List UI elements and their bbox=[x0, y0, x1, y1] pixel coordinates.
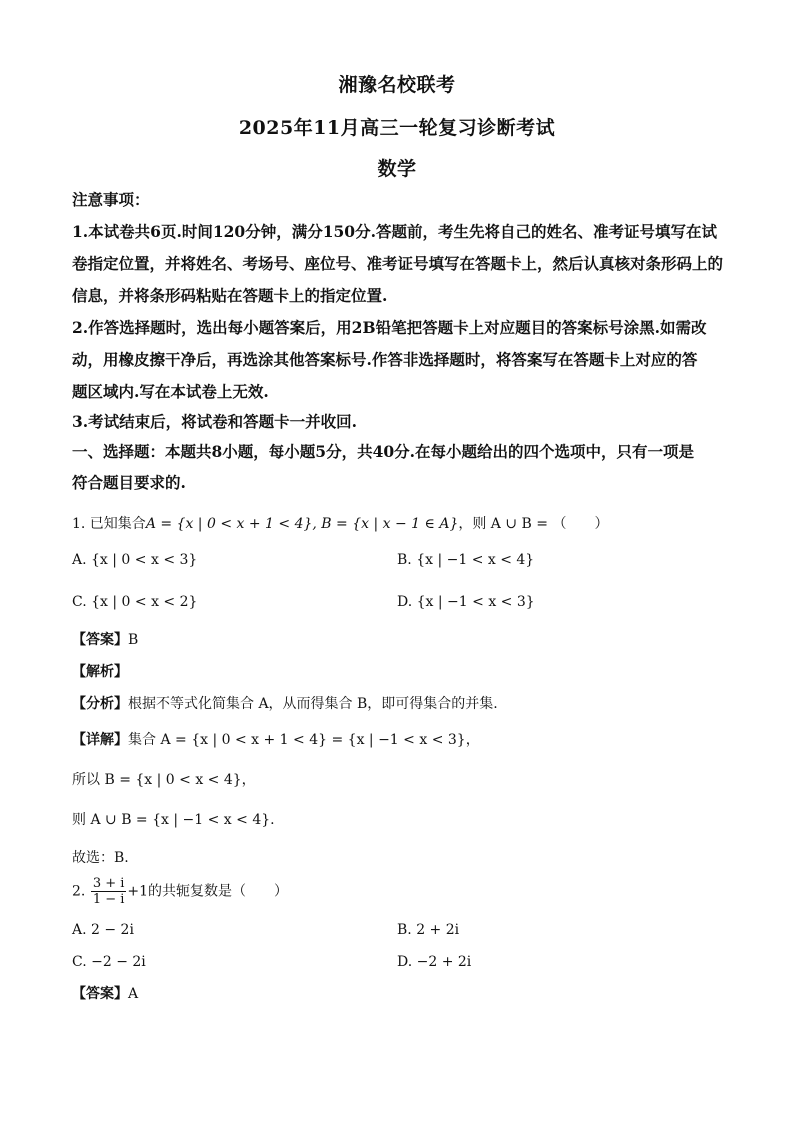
q2-answer bbox=[72, 984, 727, 1004]
notice-line-3: 信息，并将条形码粘贴在答题卡上的指定位置. bbox=[72, 286, 388, 305]
q1-option-a: A. {x | 0 < x < 3} bbox=[72, 552, 198, 568]
fenxi-tag: 【分析】 bbox=[72, 696, 128, 712]
answer-value: B bbox=[128, 632, 139, 648]
q2-fraction bbox=[91, 876, 127, 907]
section-heading-2: 符合题目要求的. bbox=[72, 473, 186, 492]
q2-option-b: B. 2 + 2i bbox=[397, 922, 460, 938]
q1-option-b: B. {x | −1 < x < 4} bbox=[397, 552, 535, 568]
notice-line-5: 动，用橡皮擦干净后，再选涂其他答案标号.作答非选择题时，将答案写在答题卡上对应的答 bbox=[72, 350, 698, 369]
q1-option-c: C. {x | 0 < x < 2} bbox=[72, 594, 198, 610]
q2-option-c: C. −2 − 2i bbox=[72, 954, 146, 970]
q2-fraction-denominator: 1 − i bbox=[92, 892, 125, 907]
q2-number: 2. bbox=[72, 883, 86, 900]
detail-text: 集合 A = {x | 0 < x + 1 < 4} = {x | −1 < x < 3}， bbox=[128, 732, 480, 748]
q1-answer bbox=[72, 630, 727, 650]
notice-line-4: 2.作答选择题时，选出每小题答案后，用2B铅笔把答题卡上对应题目的答案标号涂黑.如需改 bbox=[72, 318, 707, 337]
answer-tag: 【答案】 bbox=[72, 986, 128, 1002]
q1-choose: 故选：B. bbox=[72, 850, 129, 866]
q1-stem-math: A = {x | 0 < x + 1 < 4}, B = {x | x − 1 ∈ A} bbox=[145, 516, 459, 532]
fenxi-text: 根据不等式化简集合 A，从而得集合 B，即可得集合的并集. bbox=[128, 696, 498, 712]
q1-fenxi bbox=[72, 694, 727, 714]
school-title: 湘豫名校联考 bbox=[338, 74, 456, 96]
notice-line-1: 1.本试卷共6页.时间120分钟，满分150分.答题前，考生先将自己的姓名、准考证号填写在试 bbox=[72, 222, 717, 241]
section-heading-1: 一、选择题：本题共8小题，每小题5分，共40分.在每小题给出的四个选项中，只有一项是 bbox=[72, 442, 695, 461]
notice-heading: 注意事项： bbox=[72, 190, 150, 209]
notice-line-6: 题区域内.写在本试卷上无效. bbox=[72, 382, 269, 401]
q2-stem-suffix: +1的共轭复数是（ ） bbox=[127, 883, 289, 900]
exam-title: 2025年11月高三一轮复习诊断考试 bbox=[238, 117, 556, 139]
q1-step-3: 则 A ∪ B = {x | −1 < x < 4}. bbox=[72, 812, 275, 828]
q2-option-a: A. 2 − 2i bbox=[72, 922, 134, 938]
answer-value: A bbox=[128, 986, 139, 1002]
q2-stem bbox=[72, 876, 727, 907]
detail-tag: 【详解】 bbox=[72, 732, 128, 748]
q1-detail bbox=[72, 730, 727, 750]
q1-stem-prefix: 1. 已知集合 bbox=[72, 516, 146, 532]
answer-tag: 【答案】 bbox=[72, 632, 128, 648]
q1-analysis-tag: 【解析】 bbox=[72, 664, 128, 680]
q2-fraction-numerator: 3 + i bbox=[92, 876, 125, 891]
q1-option-d: D. {x | −1 < x < 3} bbox=[397, 594, 535, 610]
q2-option-d: D. −2 + 2i bbox=[397, 954, 472, 970]
q1-step-2: 所以 B = {x | 0 < x < 4}， bbox=[72, 772, 256, 788]
notice-line-2: 卷指定位置，并将姓名、考场号、座位号、准考证号填写在答题卡上，然后认真核对条形码上的 bbox=[72, 254, 724, 273]
notice-line-7: 3.考试结束后，将试卷和答题卡一并收回. bbox=[72, 412, 358, 431]
q1-stem-suffix: ，则 A ∪ B = （ ） bbox=[458, 516, 609, 532]
subject-title: 数学 bbox=[377, 158, 417, 180]
q1-stem bbox=[72, 514, 727, 534]
